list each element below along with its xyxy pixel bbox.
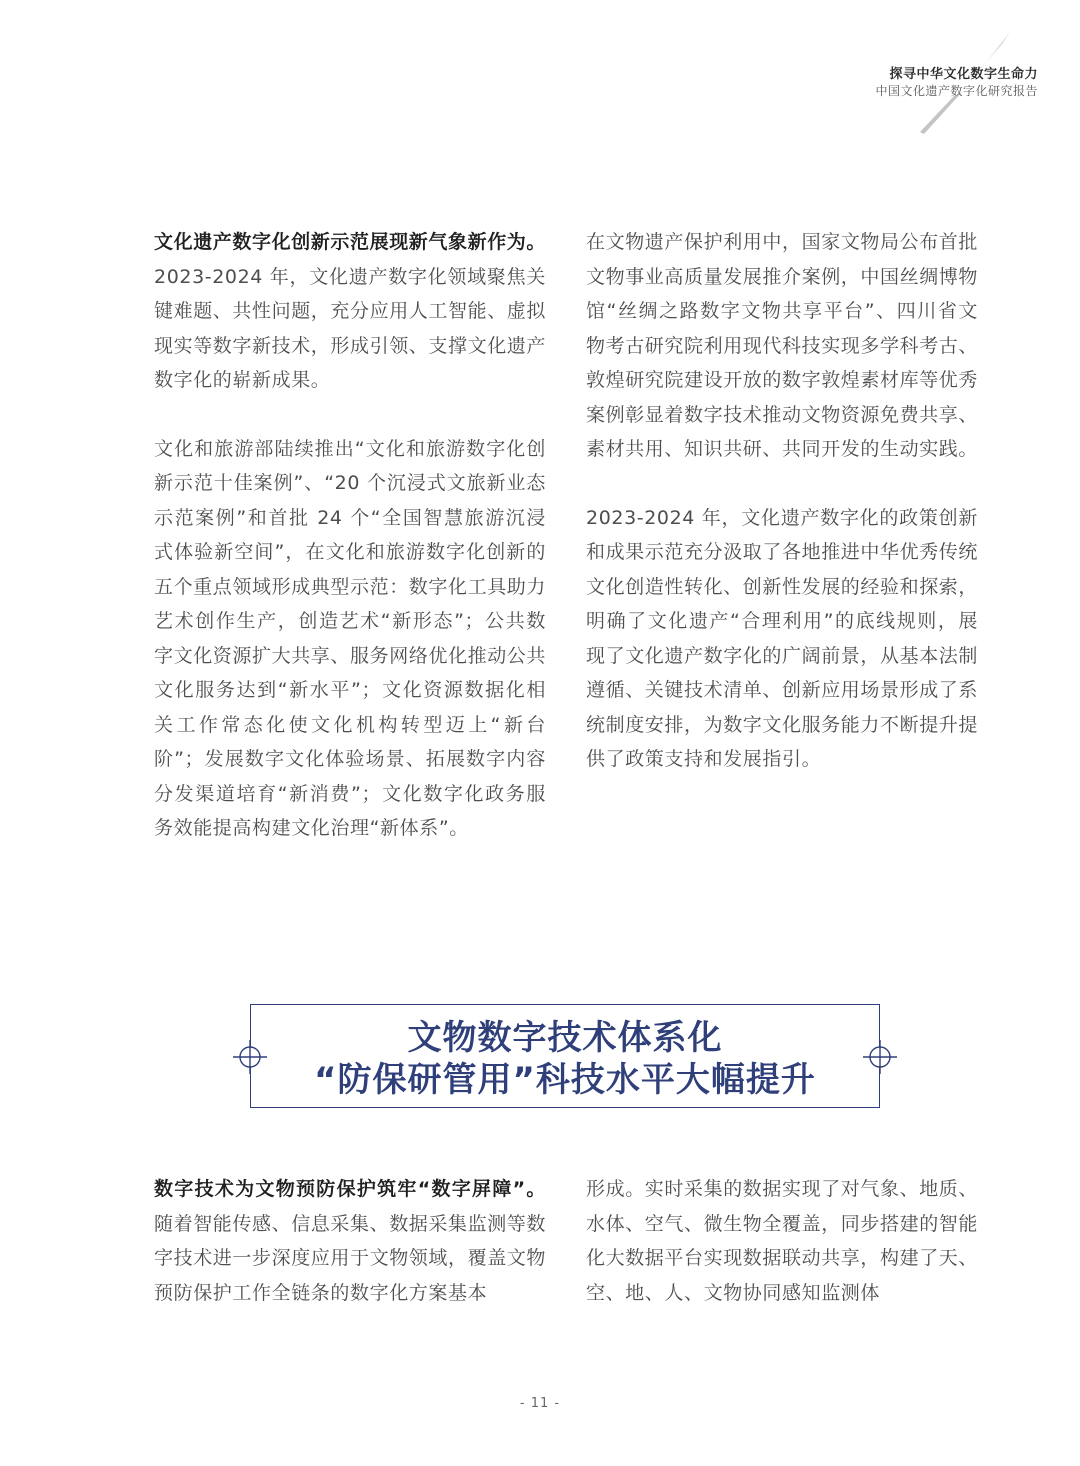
section2-left-column xyxy=(154,1172,546,1310)
lead-bold-text: 数字技术为文物预防保护筑牢“数字屏障”。 xyxy=(154,1178,546,1200)
paragraph: 2023-2024 年，文化遗产数字化的政策创新和成果示范充分汲取了各地推进中华优秀传统文化创造性转化、创新性发展的经验和探索，明确了文化遗产“合理利用”的底线规则，展现了文化遗产数字化的广阔前景，从基本法制遵循、关键技术清单、创新应用场景形成了系统制度安排，为数字文化服务能力不断提升提供了政策支持和发展指引。 xyxy=(586,506,979,770)
section1-left-column xyxy=(154,225,546,846)
paragraph-text: 2023-2024 年，文化遗产数字化领域聚焦关键难题、共性问题，充分应用人工智能、虚拟现实等数字新技术，形成引领、支撑文化遗产数字化的崭新成果。 xyxy=(154,265,547,391)
paragraph: 文化和旅游部陆续推出“文化和旅游数字化创新示范十佳案例”、“20 个沉浸式文旅新业态示范案例”和首批 24 个“全国智慧旅游沉浸式体验新空间”，在文化和旅游数字化创新的五个重点领域形成典型示范：数字化工具助力艺术创作生产，创造艺术“新形态”；公共数字文化资源扩大共享、服务网络优化推动公共文化服务达到“新水平”；文化资源数据化相关工作常态化使文化机构转型迈上“新台阶”；发展数字文化体验场景、拓展数字内容分发渠道培育“新消费”；文化数字化政务服务效能提高构建文化治理“新体系”。 xyxy=(154,437,547,839)
section2-right-column xyxy=(586,1172,978,1310)
section1-right-column xyxy=(586,225,978,777)
paragraph: 形成。实时采集的数据实现了对气象、地质、水体、空气、微生物全覆盖，同步搭建的智能化大数据平台实现数据联动共享，构建了天、空、地、人、文物协同感知监测体 xyxy=(586,1178,979,1304)
crosshair-icon xyxy=(863,1040,897,1074)
section-heading-line1: 文物数字技术体系化 xyxy=(407,1018,723,1058)
page-number: - 11 - xyxy=(519,1396,561,1411)
report-title: 探寻中华文化数字生命力 xyxy=(889,67,1038,82)
lead-bold-text: 文化遗产数字化创新示范展现新气象新作为。 xyxy=(154,231,547,253)
section-heading xyxy=(251,1017,879,1101)
paragraph-text: 随着智能传感、信息采集、数据采集监测等数字技术进一步深度应用于文物领域，覆盖文物预防保护工作全链条的数字化方案基本 xyxy=(154,1212,547,1304)
section-heading-banner xyxy=(250,1004,880,1108)
report-header xyxy=(875,66,1038,99)
paragraph xyxy=(154,1172,546,1310)
paragraph: 在文物遗产保护利用中，国家文物局公布首批文物事业高质量发展推介案例，中国丝绸博物馆“丝绸之路数字文物共享平台”、四川省文物考古研究院利用现代科技实现多学科考古、敦煌研究院建设开放的数字敦煌素材库等优秀案例彰显着数字技术推动文物资源免费共享、素材共用、知识共研、共同开发的生动实践。 xyxy=(586,231,979,460)
paragraph xyxy=(154,225,546,398)
crosshair-icon xyxy=(233,1040,267,1074)
report-subtitle: 中国文化遗产数字化研究报告 xyxy=(875,84,1038,98)
section-heading-line2: “防保研管用”科技水平大幅提升 xyxy=(314,1060,816,1100)
